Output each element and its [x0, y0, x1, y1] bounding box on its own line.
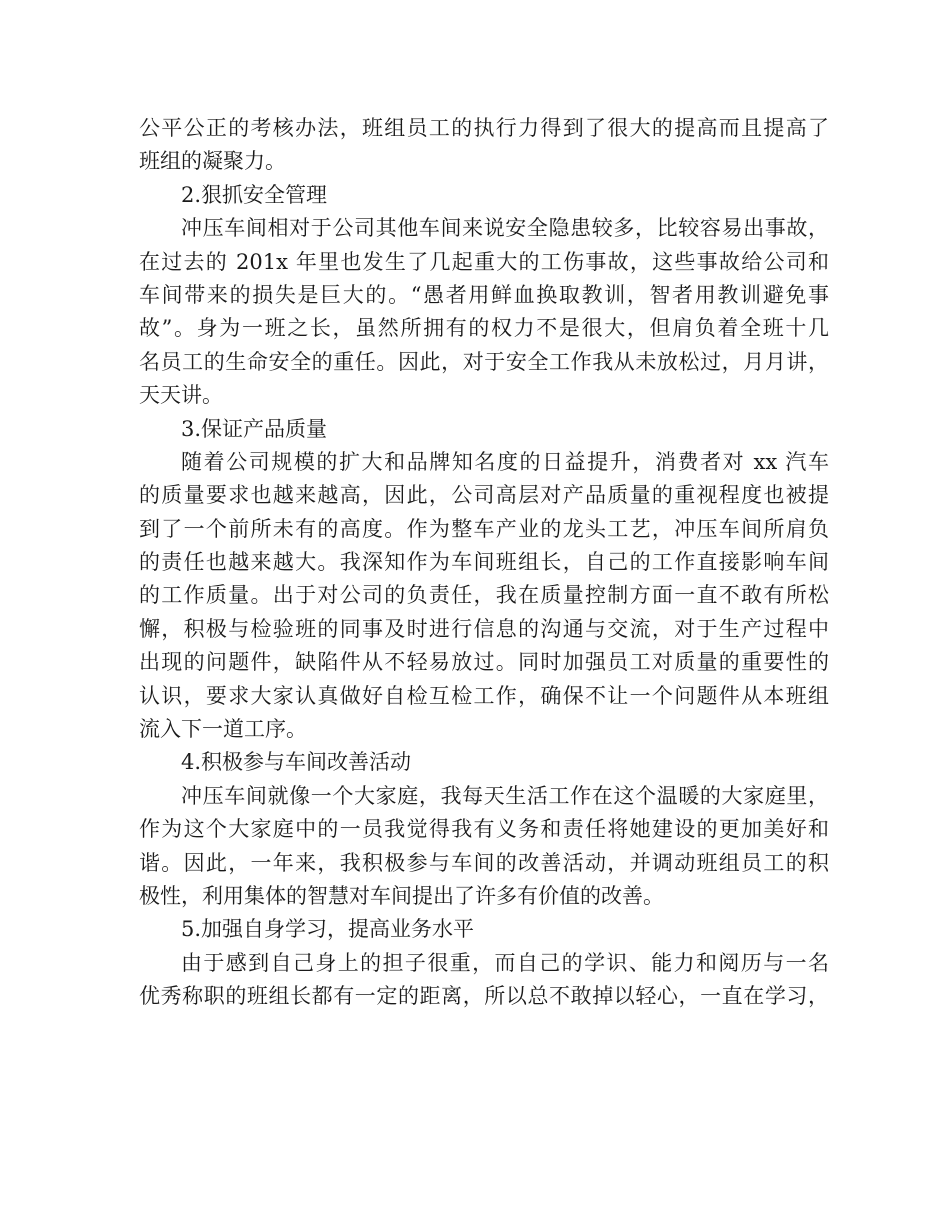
body-line: 车间带来的损失是巨大的。“愚者用鲜血换取教训，智者用教训避免事: [139, 282, 829, 307]
body-line: 懈，积极与检验班的同事及时进行信息的沟通与交流，对于生产过程中: [139, 616, 829, 641]
body-line: 故”。身为一班之长，虽然所拥有的权力不是很大，但肩负着全班十几: [139, 316, 829, 341]
body-line: 出现的问题件，缺陷件从不轻易放过。同时加强员工对质量的重要性的: [139, 650, 829, 675]
body-line: 谐。因此，一年来，我积极参与车间的改善活动，并调动班组员工的积: [139, 850, 829, 875]
body-line: 认识，要求大家认真做好自检互检工作，确保不让一个问题件从本班组: [139, 683, 829, 708]
body-line: 名员工的生命安全的重任。因此，对于安全工作我从未放松过，月月讲，: [139, 349, 829, 374]
body-line: 作为这个大家庭中的一员我觉得我有义务和责任将她建设的更加美好和: [139, 817, 829, 842]
body-line: 在过去的 201x 年里也发生了几起重大的工伤事故，这些事故给公司和: [139, 249, 829, 274]
body-line: 由于感到自己身上的担子很重，而自己的学识、能力和阅历与一名: [181, 950, 829, 975]
section-heading: 2.狠抓安全管理: [181, 182, 328, 207]
body-line: 公平公正的考核办法，班组员工的执行力得到了很大的提高而且提高了: [139, 116, 829, 140]
body-line: 冲压车间就像一个大家庭，我每天生活工作在这个温暖的大家庭里，: [181, 783, 829, 808]
section-heading: 5.加强自身学习，提高业务水平: [181, 917, 475, 942]
body-line: 的责任也越来越大。我深知作为车间班组长，自己的工作直接影响车间: [139, 550, 829, 575]
document-body: [139, 112, 829, 1014]
body-line: 随着公司规模的扩大和品牌知名度的日益提升，消费者对 xx 汽车: [181, 449, 829, 474]
section-heading: 3.保证产品质量: [181, 416, 328, 441]
body-line: 的质量要求也越来越高，因此，公司高层对产品质量的重视程度也被提: [139, 483, 829, 508]
body-line: 天天讲。: [139, 383, 223, 408]
body-line: 极性，利用集体的智慧对车间提出了许多有价值的改善。: [139, 883, 664, 908]
body-line: 优秀称职的班组长都有一定的距离，所以总不敢掉以轻心，一直在学习，: [139, 984, 829, 1009]
body-line: 的工作质量。出于对公司的负责任，我在质量控制方面一直不敢有所松: [139, 583, 829, 608]
body-line: 到了一个前所未有的高度。作为整车产业的龙头工艺，冲压车间所肩负: [139, 516, 829, 541]
section-heading: 4.积极参与车间改善活动: [181, 750, 412, 775]
body-line: 冲压车间相对于公司其他车间来说安全隐患较多，比较容易出事故，: [181, 216, 829, 241]
body-line: 流入下一道工序。: [139, 717, 307, 742]
body-line: 班组的凝聚力。: [139, 149, 286, 174]
